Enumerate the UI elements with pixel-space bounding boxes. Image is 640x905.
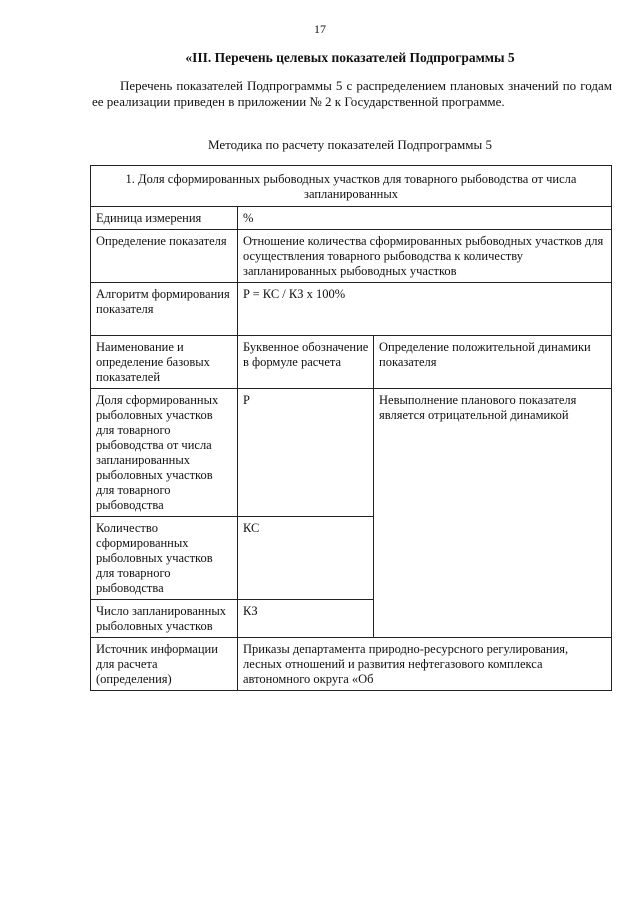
section-heading: «III. Перечень целевых показателей Подпрограммы 5 <box>185 50 515 65</box>
methodology-title: Методика по расчету показателей Подпрограммы 5 <box>207 137 492 152</box>
base-indicator-name: Число запланированных рыболовных участков <box>91 600 238 638</box>
base-indicator-symbol: КЗ <box>238 600 374 638</box>
header-dynamics: Определение положительной динамики показателя <box>374 336 612 389</box>
base-indicator-symbol: КС <box>238 517 374 600</box>
table-row <box>91 283 612 336</box>
dynamics-definition: Невыполнение планового показателя является отрицательной динамикой <box>374 389 612 638</box>
indicator-title: 1. Доля сформированных рыбоводных участков для товарного рыбоводства от числа запланированных <box>91 166 612 207</box>
base-indicator-symbol: P <box>238 389 374 517</box>
table-row <box>91 207 612 230</box>
source-label: Источник информации для расчета (определения) <box>91 638 238 691</box>
table-row <box>91 166 612 207</box>
table-row <box>91 638 612 691</box>
header-base-indicators: Наименование и определение базовых показателей <box>91 336 238 389</box>
base-indicator-name: Доля сформированных рыболовных участков для товарного рыбоводства от числа запланированных рыболовных участков для товарного рыбоводства <box>91 389 238 517</box>
algorithm-formula: P = КС / КЗ х 100% <box>238 283 612 336</box>
algorithm-label: Алгоритм формирования показателя <box>91 283 238 336</box>
unit-value: % <box>238 207 612 230</box>
intro-text: Перечень показателей Подпрограммы 5 с распределением плановых значений по годам ее реализации приведен в приложении № 2 к Государственной программе. <box>92 78 612 109</box>
intro-paragraph <box>92 78 612 110</box>
table-row <box>91 230 612 283</box>
table-row <box>91 389 612 517</box>
definition-value: Отношение количества сформированных рыбоводных участков для осуществления товарного рыбоводства к количеству запланированных рыбоводных участков <box>238 230 612 283</box>
table-header-row <box>91 336 612 389</box>
indicator-table <box>90 165 612 691</box>
definition-label: Определение показателя <box>91 230 238 283</box>
page-number: 17 <box>314 22 326 36</box>
base-indicator-name: Количество сформированных рыболовных участков для товарного рыбоводства <box>91 517 238 600</box>
header-symbol: Буквенное обозначение в формуле расчета <box>238 336 374 389</box>
unit-label: Единица измерения <box>91 207 238 230</box>
source-value: Приказы департамента природно-ресурсного регулирования, лесных отношений и развития нефтегазового комплекса автономного округа «Об <box>238 638 612 691</box>
